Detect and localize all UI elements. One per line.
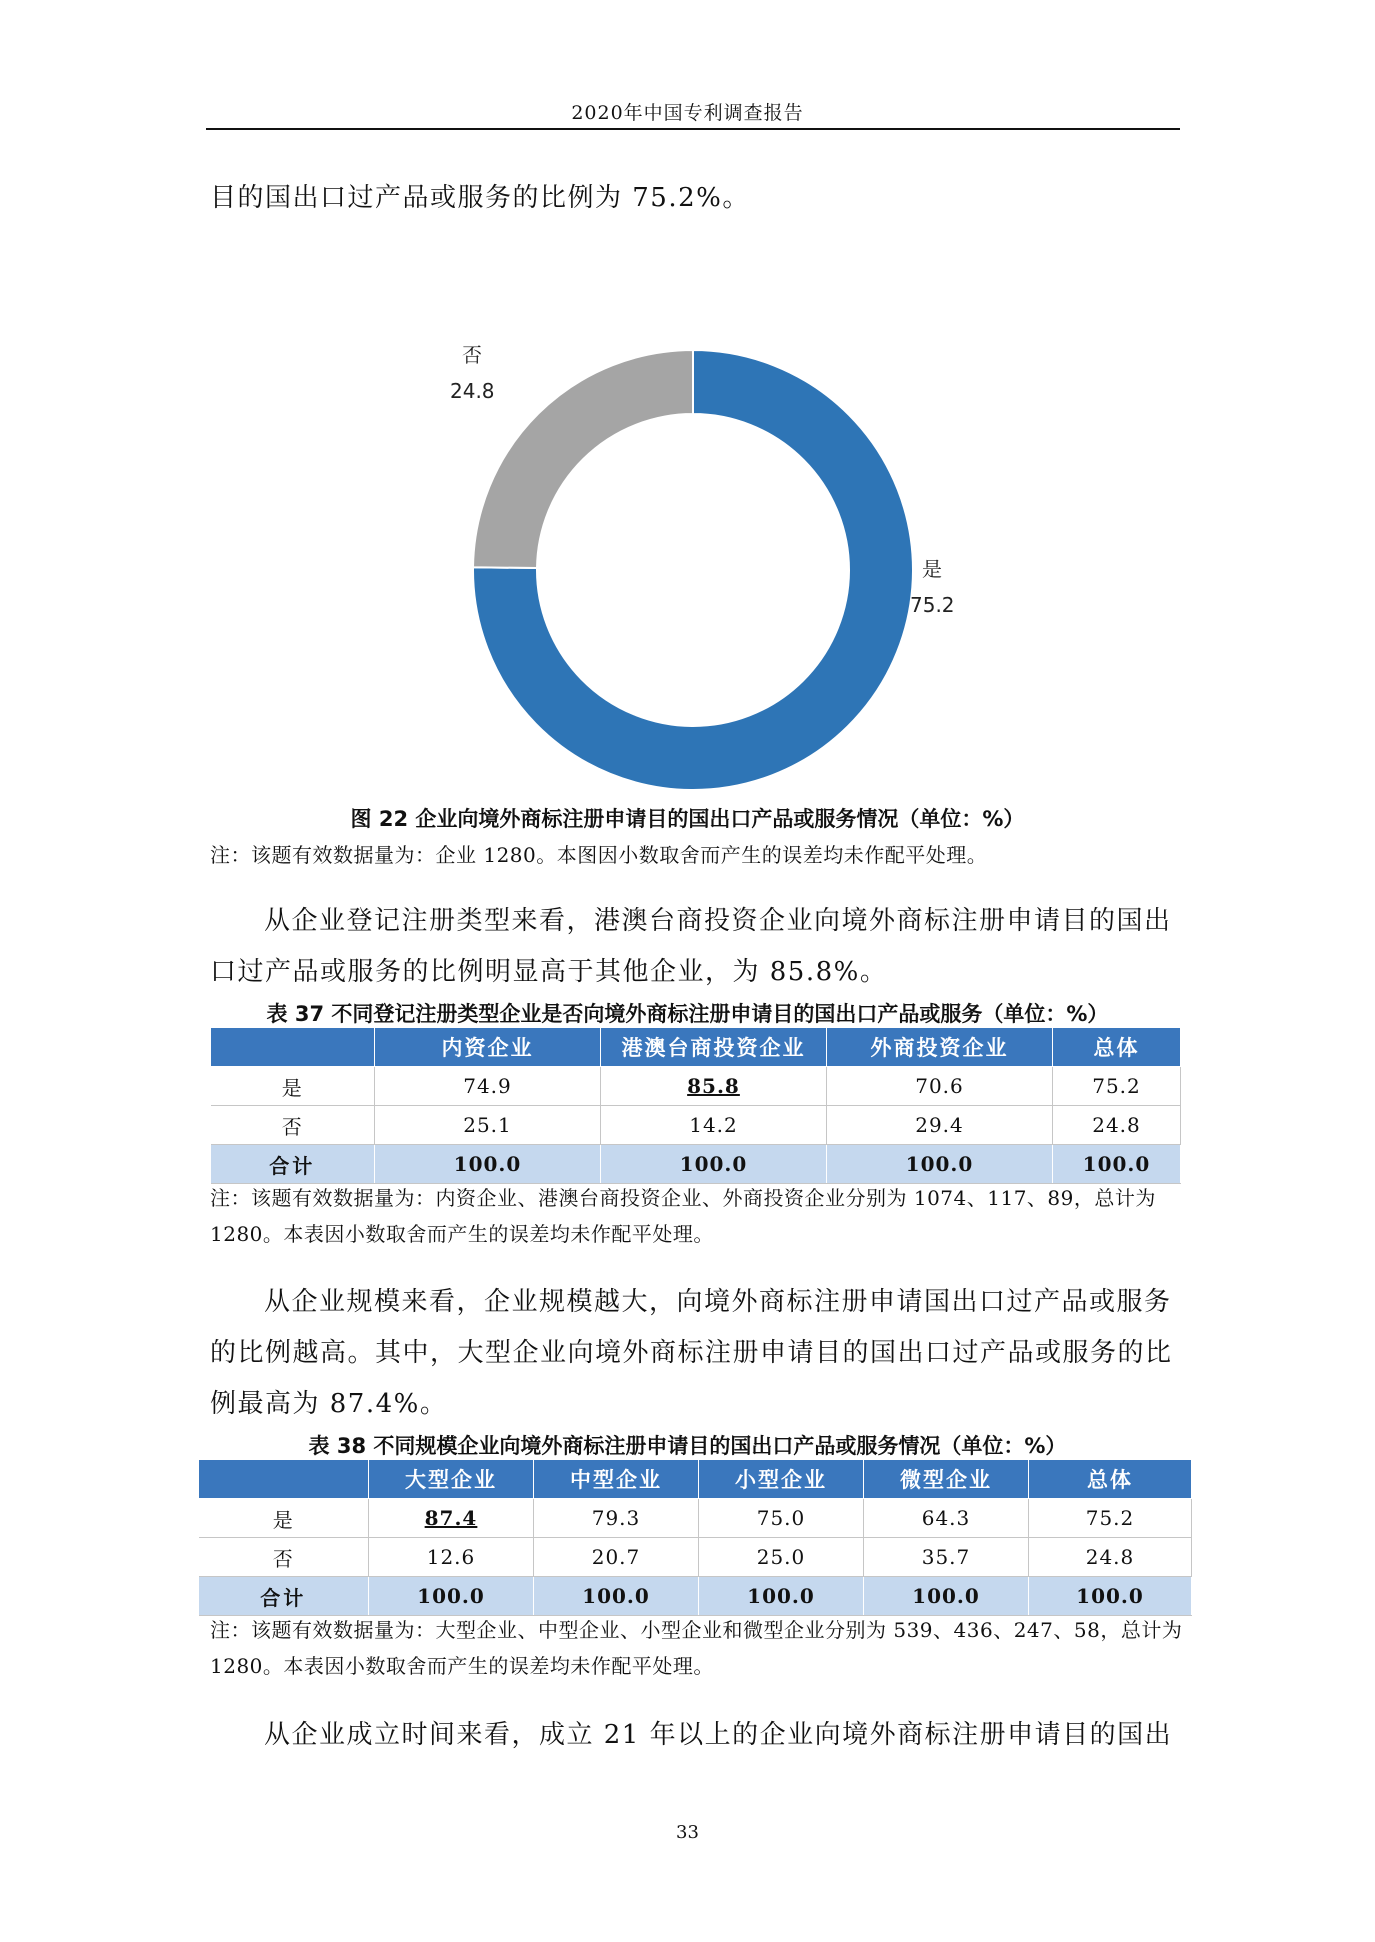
header-rule [206,128,1180,130]
figure-caption: 图 22 企业向境外商标注册申请目的国出口产品或服务情况（单位：%） [350,807,1025,831]
table37-note: 注：该题有效数据量为：内资企业、港澳台商投资企业、外商投资企业分别为 1074、117、89，总计为 1280。本表因小数取舍而产生的误差均未作配平处理。 [210,1186,1156,1246]
slice-label-no-value: 24.8 [450,379,495,403]
table-cell-highlight: 85.8 [601,1067,827,1106]
table-cell: 25.1 [375,1106,601,1145]
table38-header-blank [199,1460,369,1499]
table-cell: 75.2 [1053,1067,1181,1106]
table-cell: 100.0 [375,1145,601,1184]
table37-header-domestic: 内资企业 [375,1028,601,1067]
paragraph-enterprise-size: 从企业规模来看，企业规模越大，向境外商标注册申请国出口过产品或服务的比例越高。其中，大型企业向境外商标注册申请目的国出口过产品或服务的比例最高为 87.4%。 [210,1287,1173,1419]
row-label: 合计 [199,1577,369,1616]
table-cell: 100.0 [827,1145,1053,1184]
table38-caption: 表 38 不同规模企业向境外商标注册申请目的国出口产品或服务情况（单位：%） [308,1434,1067,1458]
table-row [211,1106,1181,1145]
row-label: 否 [211,1106,375,1145]
table37-caption: 表 37 不同登记注册类型企业是否向境外商标注册申请目的国出口产品或服务（单位：%） [266,1002,1109,1026]
table38-header-micro: 微型企业 [864,1460,1029,1499]
slice-label-no-category: 否 [462,343,482,367]
paragraph-establishment-time: 从企业成立时间来看，成立 21 年以上的企业向境外商标注册申请目的国出 [264,1720,1173,1750]
table37-header-hk-macao-taiwan: 港澳台商投资企业 [601,1028,827,1067]
table-cell: 75.0 [699,1499,864,1538]
table-cell: 24.8 [1053,1106,1181,1145]
table38 [198,1459,1192,1616]
row-label: 是 [199,1499,369,1538]
donut-slices [473,350,913,790]
table-cell: 29.4 [827,1106,1053,1145]
table-cell: 100.0 [601,1145,827,1184]
donut-chart [0,270,1375,790]
page-header-title: 2020年中国专利调查报告 [571,102,804,124]
table-cell: 79.3 [534,1499,699,1538]
table-cell: 100.0 [699,1577,864,1616]
table-row [199,1538,1192,1577]
table-row [211,1067,1181,1106]
table-cell: 25.0 [699,1538,864,1577]
table-row [199,1499,1192,1538]
row-label: 合计 [211,1145,375,1184]
table-cell: 35.7 [864,1538,1029,1577]
table-cell: 14.2 [601,1106,827,1145]
table38-note: 注：该题有效数据量为：大型企业、中型企业、小型企业和微型企业分别为 539、436、247、58，总计为 1280。本表因小数取舍而产生的误差均未作配平处理。 [210,1618,1183,1678]
table-header-row [211,1028,1181,1067]
table37-header-overall: 总体 [1053,1028,1181,1067]
table38-header-overall: 总体 [1029,1460,1192,1499]
table-cell: 74.9 [375,1067,601,1106]
table-cell: 20.7 [534,1538,699,1577]
row-label: 是 [211,1067,375,1106]
table-cell: 100.0 [534,1577,699,1616]
row-label: 否 [199,1538,369,1577]
table-total-row [199,1577,1192,1616]
table37-header-foreign: 外商投资企业 [827,1028,1053,1067]
table-cell: 100.0 [864,1577,1029,1616]
table-cell: 24.8 [1029,1538,1192,1577]
intro-paragraph: 目的国出口过产品或服务的比例为 75.2%。 [210,183,750,213]
table-cell: 100.0 [369,1577,534,1616]
table-header-row [199,1460,1192,1499]
slice-label-yes-category: 是 [922,557,942,581]
table38-header-large: 大型企业 [369,1460,534,1499]
table-cell: 70.6 [827,1067,1053,1106]
table-cell: 75.2 [1029,1499,1192,1538]
table37-header-blank [211,1028,375,1067]
table38-header-medium: 中型企业 [534,1460,699,1499]
table-cell-highlight: 87.4 [369,1499,534,1538]
page-number: 33 [676,1822,699,1843]
paragraph-registration-type: 从企业登记注册类型来看，港澳台商投资企业向境外商标注册申请目的国出口过产品或服务的比例明显高于其他企业，为 85.8%。 [210,906,1172,987]
table37 [210,1027,1181,1184]
table-cell: 100.0 [1053,1145,1181,1184]
table-cell: 100.0 [1029,1577,1192,1616]
table-cell: 12.6 [369,1538,534,1577]
table-total-row [211,1145,1181,1184]
donut-slice-no [473,350,693,568]
table-cell: 64.3 [864,1499,1029,1538]
slice-label-yes-value: 75.2 [910,593,955,617]
figure-note: 注：该题有效数据量为：企业 1280。本图因小数取舍而产生的误差均未作配平处理。 [210,843,988,867]
table38-header-small: 小型企业 [699,1460,864,1499]
